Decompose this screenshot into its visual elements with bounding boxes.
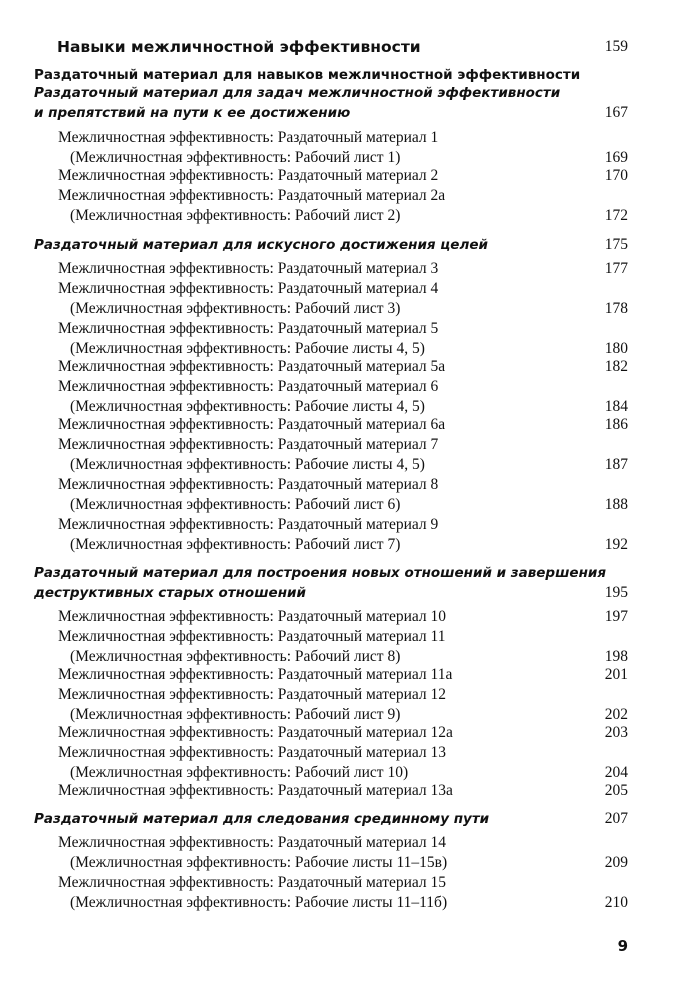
toc-page-number: 175: [604, 236, 628, 253]
toc-entry: Межличностная эффективность: Раздаточный материал 2: [58, 167, 439, 184]
toc-row-38: [0, 832, 680, 854]
toc-subsection-heading: деструктивных старых отношений: [34, 585, 306, 601]
toc-entry-continuation: (Межличностная эффективность: Рабочий лист 6): [70, 496, 401, 513]
toc-page-number: 205: [604, 782, 628, 799]
toc-entry-continuation: (Межличностная эффективность: Рабочие листы 11–11б): [70, 894, 448, 911]
toc-row-12: [0, 298, 680, 320]
toc-entry-continuation: (Межличностная эффективность: Рабочие листы 4, 5): [70, 456, 425, 473]
toc-entry: Межличностная эффективность: Раздаточный материал 2а: [58, 187, 446, 204]
toc-page-number: 210: [604, 894, 628, 911]
toc-entry: Межличностная эффективность: Раздаточный материал 6: [58, 378, 439, 395]
toc-row-36: [0, 780, 680, 802]
toc-page-number: 197: [604, 608, 628, 625]
toc-heading-main: Навыки межличностной эффективности: [57, 38, 421, 56]
toc-row-0: [0, 36, 680, 58]
toc-row-9: [0, 234, 680, 256]
toc-entry: Межличностная эффективность: Раздаточный материал 14: [58, 834, 447, 851]
toc-entry: Межличностная эффективность: Раздаточный материал 4: [58, 280, 439, 297]
page-number: 9: [617, 937, 628, 955]
toc-section-heading: Раздаточный материал для навыков межличностной эффективности: [34, 67, 581, 83]
toc-row-24: [0, 534, 680, 556]
toc-subsection-heading: и препятствий на пути к ее достижению: [34, 105, 351, 121]
toc-row-39: [0, 852, 680, 874]
toc-row-8: [0, 205, 680, 227]
toc-entry: Межличностная эффективность: Раздаточный материал 9: [58, 516, 439, 533]
toc-subsection-heading: Раздаточный материал для построения новых отношений и завершения: [34, 565, 607, 581]
toc-entry-continuation: (Межличностная эффективность: Рабочий лист 2): [70, 207, 401, 224]
toc-row-28: [0, 626, 680, 648]
toc-row-15: [0, 356, 680, 378]
toc-page-number: 169: [604, 149, 628, 166]
toc-row-6: [0, 165, 680, 187]
toc-entry: Межличностная эффективность: Раздаточный материал 13а: [58, 782, 453, 799]
toc-page-number: 178: [604, 300, 628, 317]
toc-entry: Межличностная эффективность: Раздаточный материал 8: [58, 476, 439, 493]
toc-entry-continuation: (Межличностная эффективность: Рабочий лист 10): [70, 764, 409, 781]
toc-subsection-heading: Раздаточный материал для искусного достижения целей: [34, 237, 488, 253]
toc-page-number: 186: [604, 416, 628, 433]
toc-entry: Межличностная эффективность: Раздаточный материал 11: [58, 628, 446, 645]
toc-page-number: 203: [604, 724, 628, 741]
toc-row-41: [0, 892, 680, 914]
toc-entry-continuation: (Межличностная эффективность: Рабочий лист 8): [70, 648, 401, 665]
toc-row-3: [0, 102, 680, 124]
toc-page-number: 182: [604, 358, 628, 375]
toc-entry-continuation: (Межличностная эффективность: Рабочий лист 1): [70, 149, 401, 166]
toc-row-10: [0, 258, 680, 280]
toc-entry-continuation: (Межличностная эффективность: Рабочий лист 9): [70, 706, 401, 723]
toc-row-23: [0, 514, 680, 536]
toc-page-number: 192: [604, 536, 628, 553]
toc-page-number: 195: [604, 584, 628, 601]
toc-entry: Межличностная эффективность: Раздаточный материал 10: [58, 608, 447, 625]
toc-entry: Межличностная эффективность: Раздаточный материал 6а: [58, 416, 446, 433]
toc-page-number: 201: [604, 666, 628, 683]
toc-page-number: 187: [604, 456, 628, 473]
toc-row-19: [0, 434, 680, 456]
toc-entry: Межличностная эффективность: Раздаточный материал 11а: [58, 666, 453, 683]
toc-page-number: 209: [604, 854, 628, 871]
toc-row-22: [0, 494, 680, 516]
toc-entry-continuation: (Межличностная эффективность: Рабочий лист 7): [70, 536, 401, 553]
toc-row-30: [0, 664, 680, 686]
toc-row-26: [0, 582, 680, 604]
toc-entry: Межличностная эффективность: Раздаточный материал 5а: [58, 358, 446, 375]
toc-page-number: 202: [604, 706, 628, 723]
toc-page-number: 204: [604, 764, 628, 781]
toc-subsection-heading: Раздаточный материал для следования срединному пути: [34, 811, 490, 827]
toc-entry: Межличностная эффективность: Раздаточный материал 12а: [58, 724, 453, 741]
toc-entry: Межличностная эффективность: Раздаточный материал 13: [58, 744, 447, 761]
toc-row-7: [0, 185, 680, 207]
toc-entry: Межличностная эффективность: Раздаточный материал 12: [58, 686, 447, 703]
toc-page-number: 198: [604, 648, 628, 665]
toc-page-number: 172: [604, 207, 628, 224]
toc-row-40: [0, 872, 680, 894]
toc-row-21: [0, 474, 680, 496]
toc-row-20: [0, 454, 680, 476]
toc-page-number: 180: [604, 340, 628, 357]
toc-row-33: [0, 722, 680, 744]
toc-row-2: [0, 82, 680, 104]
toc-row-37: [0, 808, 680, 830]
toc-entry-continuation: (Межличностная эффективность: Рабочий лист 3): [70, 300, 401, 317]
toc-row-31: [0, 684, 680, 706]
toc-page-number: 170: [604, 167, 628, 184]
toc-page-number: 184: [604, 398, 628, 415]
toc-page-number: 167: [604, 104, 628, 121]
toc-page-number: 207: [604, 810, 628, 827]
toc-row-25: [0, 562, 680, 584]
toc-entry: Межличностная эффективность: Раздаточный материал 1: [58, 129, 439, 146]
toc-row-18: [0, 414, 680, 436]
toc-page-number: 177: [604, 260, 628, 277]
toc-page-number: 188: [604, 496, 628, 513]
toc-entry: Межличностная эффективность: Раздаточный материал 15: [58, 874, 447, 891]
toc-row-13: [0, 318, 680, 340]
toc-row-4: [0, 127, 680, 149]
toc-row-16: [0, 376, 680, 398]
toc-row-27: [0, 606, 680, 628]
toc-entry-continuation: (Межличностная эффективность: Рабочие листы 4, 5): [70, 340, 425, 357]
toc-entry: Межличностная эффективность: Раздаточный материал 3: [58, 260, 439, 277]
toc-entry: Межличностная эффективность: Раздаточный материал 7: [58, 436, 439, 453]
toc-row-34: [0, 742, 680, 764]
toc-entry-continuation: (Межличностная эффективность: Рабочие листы 11–15в): [70, 854, 448, 871]
toc-subsection-heading: Раздаточный материал для задач межличностной эффективности: [34, 85, 561, 101]
toc-entry: Межличностная эффективность: Раздаточный материал 5: [58, 320, 439, 337]
toc-page-number: 159: [604, 38, 628, 55]
toc-row-11: [0, 278, 680, 300]
toc-entry-continuation: (Межличностная эффективность: Рабочие листы 4, 5): [70, 398, 425, 415]
